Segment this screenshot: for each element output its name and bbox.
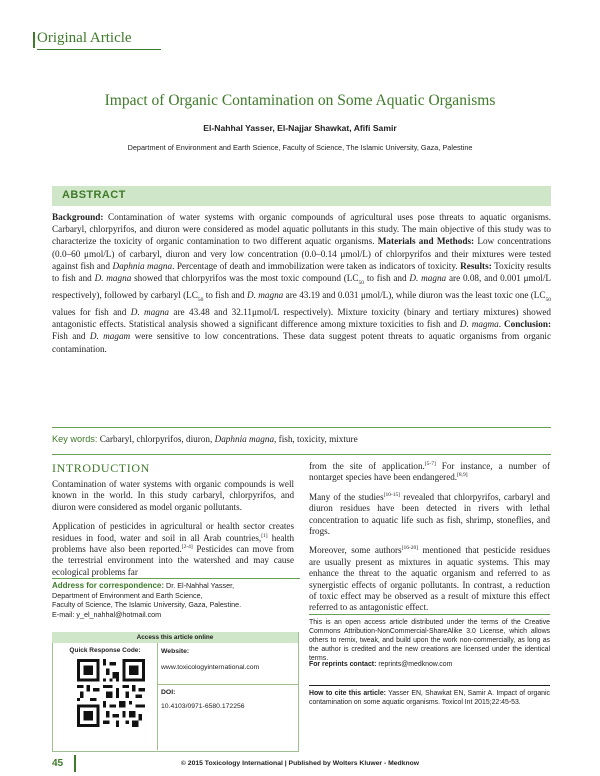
open-access-notice: This is an open access article distributed under the terms of the Creative Commons Attribution-NonCommercial-ShareAlike 3.0 License, which allows others to remix, tweak, and build upon the work non-commercially, as long as the author is credited and the new creations are licensed under the identical terms. <box>309 614 550 663</box>
qr-code-label: Quick Response Code: <box>69 647 141 654</box>
correspondence-line: Department of Environment and Earth Science, <box>52 590 203 600</box>
article-authors: El-Nahhal Yasser, El-Najjar Shawkat, Afifi Samir <box>203 123 397 133</box>
citation-ref: [16-20] <box>401 545 419 552</box>
results-species: D. magma <box>459 319 499 330</box>
intro-paragraph <box>52 521 294 578</box>
results-species: D. magna <box>409 273 447 284</box>
correspondence-block <box>52 578 300 619</box>
lc-subscript: 50 <box>545 296 552 303</box>
website-label: Website: <box>161 648 190 655</box>
reprints-contact <box>309 661 550 668</box>
keywords-species: Daphnia magna <box>214 434 275 444</box>
abstract-body <box>52 211 551 355</box>
introduction-heading: INTRODUCTION <box>52 461 150 475</box>
correspondence-name: Dr. El-Nahhal Yasser, <box>166 581 235 590</box>
intro-text: from the site of application. <box>309 461 425 471</box>
methods-text-2: . Percentage of death and immobilization were taken as indicators of toxicity. <box>172 260 458 271</box>
conclusion-text: were sensitive to low concentrations. These data suggest potent threats to aquatic organisms from organic contamination. <box>52 331 552 354</box>
results-label: Results: <box>460 260 492 271</box>
citation-text: Yasser EN, Shawkat EN, Samir A. Impact of organic contamination on some aquatic organisms. Toxicol Int 2015;22:45-53. <box>309 690 550 707</box>
results-species: D. magna <box>94 273 132 284</box>
section-accent-bar <box>33 32 35 48</box>
intro-text: Application of pesticides in agricultural or health sector creates residues in food, water and soil in all Arab countries, <box>52 521 294 543</box>
intro-text: Moreover, some authors <box>309 545 402 556</box>
qr-code-icon[interactable] <box>77 659 145 727</box>
lc-subscript: 50 <box>197 296 204 303</box>
intro-paragraph <box>309 461 550 484</box>
website-link[interactable]: www.toxicologyinternational.com <box>161 664 260 671</box>
reprints-label: For reprints contact: <box>309 661 377 668</box>
intro-text: mentioned that pesticide residues are usually present as mixtures in aquatic systems. This may enhance the threat to the aquatic organism and referred to as synergistic effects of organic pollutants. In contrast, a reduction of toxic effect may be observed as a result of mixture this effect referred to as antagonistic effect. <box>309 545 550 613</box>
conclusion-label: Conclusion: <box>504 319 552 330</box>
results-text: . <box>498 319 502 330</box>
results-text: to fish and <box>366 273 407 284</box>
keywords-text: Carbaryl, chlorpyrifos, diuron, <box>99 434 213 444</box>
citation-label: How to cite this article: <box>309 690 386 697</box>
section-underline <box>37 49 161 50</box>
article-affiliation: Department of Environment and Earth Science, Faculty of Science, The Islamic University, Gaza, Palestine <box>127 143 473 152</box>
results-text: showed that chlorpyrifos was the most toxic compound (LC <box>134 273 359 284</box>
keywords <box>52 434 551 444</box>
results-text: are 43.48 and 32.11μmol/L respectively). Mixture toxicity (binary and tertiary mixtures) showed antagonistic effects. Statistical analysis showed a significant difference among mixture toxicities to fish and <box>52 307 551 330</box>
article-title: Impact of Organic Contamination on Some Aquatic Organisms <box>104 92 496 109</box>
methods-species: Daphnia magna <box>112 260 173 271</box>
results-text: to fish and <box>205 290 245 301</box>
page-number: 45 <box>52 758 64 769</box>
conclusion-text: Fish and <box>52 331 86 342</box>
intro-text: health problems have also been reported. <box>52 532 294 555</box>
intro-paragraph <box>309 545 550 613</box>
keywords-top-rule <box>52 427 551 428</box>
results-text: are 43.19 and 0.031 μmol/L), while diuron was the least toxic one (LC <box>285 290 546 301</box>
citation-ref: [1] <box>261 532 268 539</box>
citation-ref: [8,9] <box>457 472 468 479</box>
reprints-email[interactable]: reprints@medknow.com <box>378 661 453 668</box>
citation-ref: [5-7] <box>424 461 436 467</box>
intro-text: For instance, a number of nontarget species have been endangered. <box>309 461 550 483</box>
correspondence-line: Faculty of Science, The Islamic University, Gaza, Palestine. <box>52 600 242 610</box>
results-text: Toxicity results to fish and <box>52 260 551 284</box>
correspondence-email[interactable]: E-mail: y_el_nahhal@hotmail.com <box>52 609 162 619</box>
intro-text: Pesticides can move from the terrestrial environment into the watershed and may cause ecological problems far <box>52 544 294 577</box>
citation-ref: [2-4] <box>181 544 193 551</box>
access-box-divider <box>157 643 158 750</box>
conclusion-species: D. magam <box>89 331 131 342</box>
intro-text: Many of the studies <box>309 491 384 502</box>
methods-text: Low concentrations (0.0–60 μmol/L) of carbaryl, diuron and very low concentration (0.0–0.14 μmol/L) of chlorpyrifos and their mixtures were tested against fish and <box>52 236 552 271</box>
results-species: D. magna <box>130 307 170 318</box>
methods-label: Materials and Methods: <box>377 236 475 247</box>
citation-ref: [10-15] <box>383 491 401 498</box>
intro-paragraph <box>309 492 550 538</box>
introduction-right-column <box>309 461 550 622</box>
abstract-heading-band <box>52 186 551 206</box>
background-text: Contamination of water systems with organic compounds of agricultural uses pose threats to aquatic organisms. Carbaryl, chlorpyrifos, and diuron were considered as model aquatic pollutants in this study. The main objective of this study was to characterize the toxicity of organic contamination to two different aquatic organisms. <box>52 212 552 247</box>
keywords-text-2: , fish, toxicity, mixture <box>274 434 358 444</box>
keywords-bottom-rule <box>52 454 551 455</box>
abstract-heading: ABSTRACT <box>62 189 126 201</box>
correspondence-label: Address for correspondence: <box>52 581 165 590</box>
results-text: are 0.08, and 0.001 μmol/L respectively), followed by carbaryl (LC <box>52 273 552 301</box>
access-box-divider <box>157 684 298 685</box>
background-label: Background: <box>52 212 104 222</box>
keywords-label: Key words: <box>52 434 98 444</box>
doi-label: DOI: <box>161 689 176 696</box>
doi-link[interactable]: 10.4103/0971-6580.172256 <box>161 703 245 710</box>
results-species: D. magna <box>246 290 284 301</box>
introduction-left-column <box>52 479 294 586</box>
section-label: Original Article <box>37 30 132 46</box>
lc-subscript: 50 <box>358 279 365 286</box>
results-text: values for fish and <box>52 307 127 318</box>
intro-paragraph: Contamination of water systems with organic compounds is well known in the world. In this study carbaryl, chlorpyrifos, and diuron were considered as model organic pollutants. <box>52 479 294 512</box>
footer-credit: © 2015 Toxicology International | Published by Wolters Kluwer - Medknow <box>180 760 420 767</box>
citation-box <box>309 685 550 707</box>
intro-text: revealed that chlorpyrifos, carbaryl and diuron residues have been detected in rivers with lethal concentration to aquatic life such as fish, shrimp, stoneflies, and frogs. <box>309 491 550 537</box>
access-online-heading: Access this article online <box>52 632 298 643</box>
